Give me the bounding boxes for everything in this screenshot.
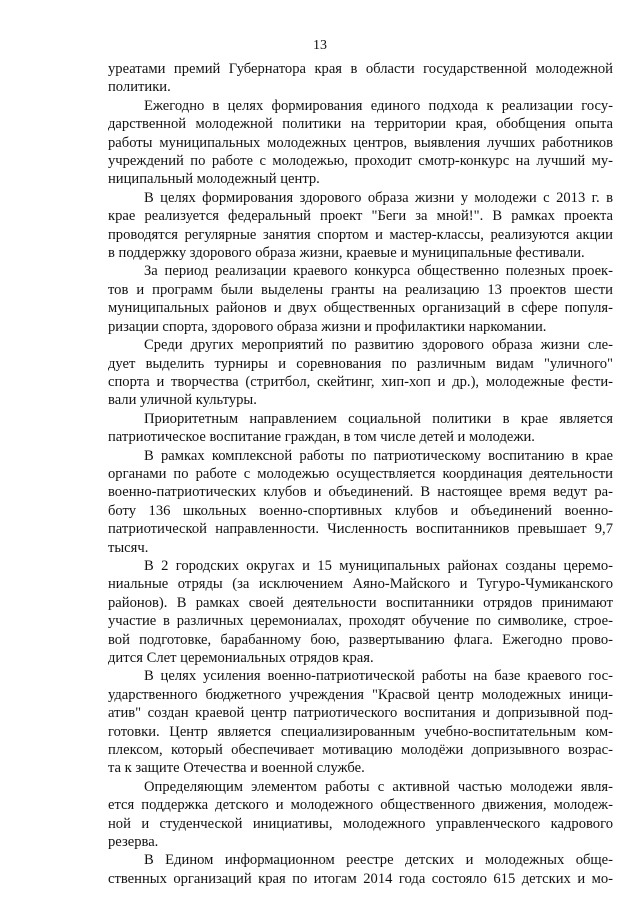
text-line: патриотической направленности. Численность воспитанников превышает 9,7	[108, 521, 613, 538]
text-line: В 2 городских округах и 15 муниципальных районах созданы церемо-	[144, 557, 613, 574]
paragraph	[108, 851, 613, 888]
paragraph	[108, 410, 613, 447]
text-line: Приоритетным направлением социальной политики в крае является	[144, 410, 613, 427]
text-line: вали уличной культуры.	[108, 392, 257, 409]
text-line: политики.	[108, 79, 171, 96]
text-line: В целях формирования здорового образа жизни у молодежи с 2013 г. в	[144, 189, 613, 206]
text-line: дится Слет церемониальных отрядов края.	[108, 650, 374, 666]
text-line: В Едином информационном реестре детских и молодежных обще-	[144, 852, 613, 869]
text-line: тысяч.	[108, 539, 149, 556]
text-line: участие в различных церемониалах, проходят обучение по символике, строе-	[108, 613, 613, 630]
paragraph	[108, 667, 613, 777]
text-line: ниальные отряды (за исключением Аяно-Майского и Тугуро-Чумиканского	[108, 576, 613, 593]
text-line: вой подготовке, барабанному бою, развертыванию флага. Ежегодно прово-	[108, 631, 613, 648]
text-line: военно-патриотических клубов и объединений. В настоящее время ведут ра-	[108, 484, 613, 501]
paragraph	[108, 447, 613, 557]
text-line: В рамках комплексной работы по патриотическому воспитанию в крае	[144, 447, 613, 464]
text-line: спорта и творчества (стритбол, скейтинг, хип-хоп и др.), молодежные фести-	[108, 373, 613, 390]
text-line: В целях усиления военно-патриотической работы на базе краевого гос-	[144, 668, 613, 685]
text-line: патриотическое воспитание граждан, в том числе детей и молодежи.	[108, 429, 535, 446]
paragraph	[108, 60, 613, 97]
body-text	[108, 60, 613, 888]
text-line: ризации спорта, здорового образа жизни и профилактики наркомании.	[108, 318, 547, 335]
text-line: резерва.	[108, 834, 159, 851]
text-line: ной и студенческой инициативы, молодежного управленческого кадрового	[108, 815, 613, 832]
text-line: атив" создан краевой центр патриотического воспитания и допризывной под-	[108, 705, 613, 722]
text-line: дует выделить турниры и соревнования по различным видам "уличного"	[108, 355, 613, 372]
text-line: ется поддержка детского и молодежного общественного движения, молодеж-	[108, 797, 613, 814]
text-line: дарственной молодежной политики на территории края, обобщения опыта	[108, 116, 613, 133]
text-line: работы муниципальных молодежных центров, выявления лучших работников	[108, 134, 613, 151]
paragraph	[108, 262, 613, 336]
text-line: ниципальный молодежный центр.	[108, 171, 320, 188]
text-line: За период реализации краевого конкурса общественно полезных проек-	[144, 263, 613, 280]
text-line: Среди других мероприятий по развитию здорового образа жизни сле-	[144, 337, 613, 354]
paragraph	[108, 336, 613, 410]
text-line: плексом, который обеспечивает мотивацию молодёжи допризывного возрас-	[108, 742, 613, 759]
text-line: боту 136 школьных военно-спортивных клубов и объединений военно-	[108, 502, 613, 519]
text-line: тов и программ были выделены гранты на реализацию 13 проектов шести	[108, 281, 613, 298]
text-line: учреждений по работе с молодежью, проходит смотр-конкурс на лучший му-	[108, 153, 613, 170]
text-line: Определяющим элементом работы с активной частью молодежи явля-	[144, 778, 613, 795]
text-line: крае реализуется федеральный проект "Беги за мной!". В рамках проекта	[108, 208, 613, 225]
paragraph	[108, 557, 613, 667]
text-line: проводятся регулярные занятия спортом и мастер-классы, реализуются акции	[108, 226, 613, 243]
page-number: 13	[313, 38, 327, 53]
paragraph	[108, 778, 613, 852]
paragraph	[108, 97, 613, 189]
text-line: ударственного бюджетного учреждения "Красвой центр молодежных иници-	[108, 686, 613, 703]
text-line: ственных организаций края по итогам 2014 года состояло 615 детских и мо-	[108, 870, 613, 887]
paragraph	[108, 189, 613, 263]
text-line: готовки. Центр является специализированным учебно-воспитательным ком-	[108, 723, 613, 740]
text-line: уреатами премий Губернатора края в области государственной молодежной	[108, 61, 613, 77]
text-line: та к защите Отечества и военной службе.	[108, 760, 365, 777]
text-line: Ежегодно в целях формирования единого подхода к реализации госу-	[144, 97, 613, 114]
text-line: органами по работе с молодежью осуществляется координация деятельности	[108, 465, 613, 482]
text-line: в поддержку здорового образа жизни, краевые и муниципальные фестивали.	[108, 245, 585, 262]
text-line: муниципальных районов и двух общественных организаций в сфере популя-	[108, 300, 613, 317]
text-line: районов). В рамках своей деятельности воспитанники отрядов принимают	[108, 594, 613, 611]
